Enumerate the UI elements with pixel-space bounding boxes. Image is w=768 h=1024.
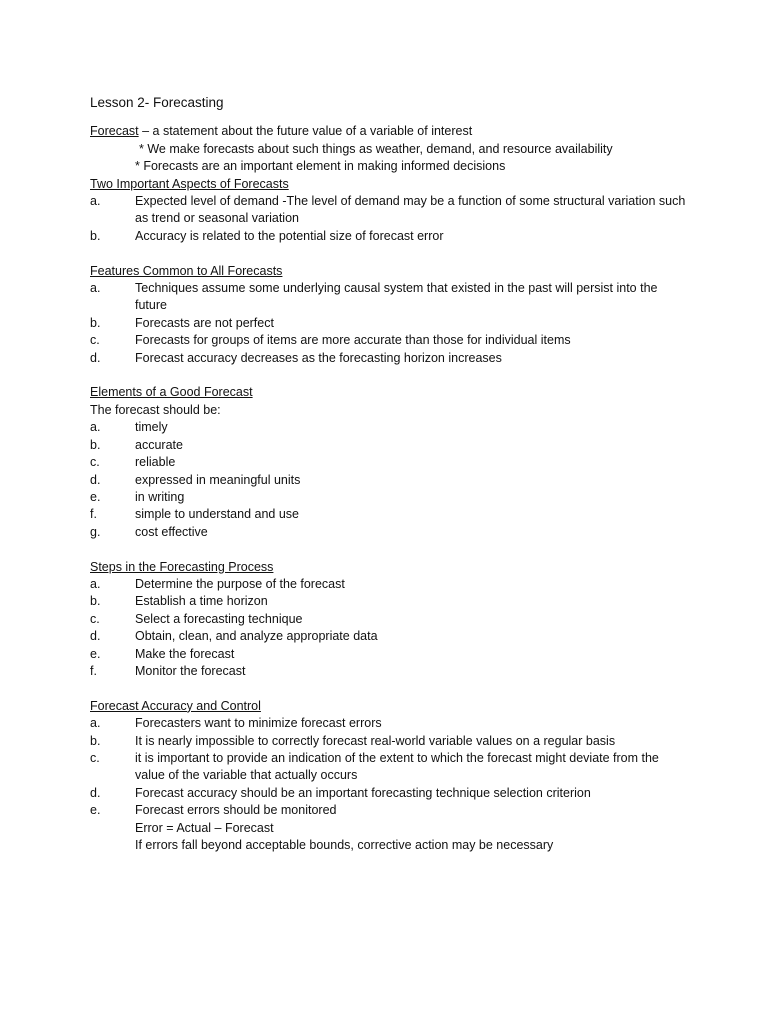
note-line: If errors fall beyond acceptable bounds, corrective action may be necessary [135,838,554,852]
section-heading: Two Important Aspects of Forecasts [90,176,289,191]
list-item [90,715,690,732]
list-letter: a. [90,576,101,591]
list-item [90,750,690,785]
forecast-definition [90,123,690,140]
list-letter: c. [90,611,100,626]
list-text: Forecast errors should be monitored [135,803,337,818]
list-letter: b. [90,228,101,243]
list-letter: f. [90,507,97,522]
list-letter: c. [90,333,100,348]
list-letter: b. [90,594,101,609]
section-intro: The forecast should be: [90,402,221,417]
list-item [90,454,690,471]
section-heading: Forecast Accuracy and Control [90,698,261,713]
list-text: it is important to provide an indication of the extent to which the forecast might deviate from the value of the variable that actually occurs [135,750,659,783]
list-text: Monitor the forecast [135,663,246,678]
section-heading: Features Common to All Forecasts [90,263,283,278]
list-item [90,228,690,245]
list-letter: c. [90,750,100,765]
list-text: simple to understand and use [135,507,299,522]
list-letter: g. [90,524,101,539]
list-text: Techniques assume some underlying causal system that existed in the past will persist into the future [135,281,658,313]
list-item [90,802,690,819]
definition-text: – a statement about the future value of a variable of interest [138,124,473,139]
list-item [90,193,690,228]
list-item [90,611,690,628]
list-text: Accuracy is related to the potential size of forecast error [135,228,444,243]
list-item [90,350,690,367]
list-letter: c. [90,455,100,470]
list-item [90,593,690,610]
document-body [90,94,690,854]
list-letter: e. [90,803,101,818]
list-item [90,524,690,541]
list-letter: a. [90,716,101,731]
list-text: It is nearly impossible to correctly forecast real-world variable values on a regular basis [135,733,616,748]
list-letter: e. [90,646,101,661]
formula-line: Error = Actual – Forecast [135,820,274,835]
list-text: Determine the purpose of the forecast [135,576,345,591]
definition-term: Forecast [90,124,139,139]
list-text: Forecast accuracy should be an important forecasting technique selection criterion [135,785,591,800]
list-item [90,733,690,750]
list-letter: b. [90,437,101,452]
list-text: Select a forecasting technique [135,611,303,626]
list-letter: b. [90,315,101,330]
list-text: Forecasts are not perfect [135,315,274,330]
list-item [90,576,690,593]
list-text: Forecasts for groups of items are more accurate than those for individual items [135,333,571,348]
list-text: Make the forecast [135,646,235,661]
list-letter: e. [90,489,101,504]
list-item [90,280,690,315]
list-text: reliable [135,455,176,470]
section-heading: Steps in the Forecasting Process [90,559,274,574]
list-letter: d. [90,785,101,800]
list-letter: f. [90,663,97,678]
list-letter: d. [90,629,101,644]
list-item [90,628,690,645]
list-text: Expected level of demand -The level of demand may be a function of some structural variation such as trend or seasonal variation [135,194,686,226]
list-item [90,472,690,489]
list-text: Obtain, clean, and analyze appropriate data [135,629,378,644]
list-text: Establish a time horizon [135,594,268,609]
list-item [90,506,690,523]
list-text: accurate [135,437,183,452]
list-text: Forecast accuracy decreases as the forecasting horizon increases [135,350,502,365]
section-heading: Elements of a Good Forecast [90,385,253,400]
list-item [90,419,690,436]
list-text: expressed in meaningful units [135,472,301,487]
list-letter: a. [90,420,101,435]
list-item [90,489,690,506]
list-letter: d. [90,472,101,487]
list-text: cost effective [135,524,208,539]
list-item [90,437,690,454]
list-letter: b. [90,733,101,748]
list-item [90,785,690,802]
list-text: in writing [135,489,185,504]
list-letter: d. [90,350,101,365]
definition-note: * Forecasts are an important element in making informed decisions [135,159,506,174]
list-item [90,663,690,680]
list-text: timely [135,420,168,435]
definition-note: * We make forecasts about such things as weather, demand, and resource availability [139,141,613,156]
list-letter: a. [90,281,101,296]
list-item [90,315,690,332]
list-item [90,646,690,663]
list-text: Forecasters want to minimize forecast errors [135,716,382,731]
list-letter: a. [90,194,101,209]
page-title: Lesson 2- Forecasting [90,95,224,110]
list-item [90,332,690,349]
